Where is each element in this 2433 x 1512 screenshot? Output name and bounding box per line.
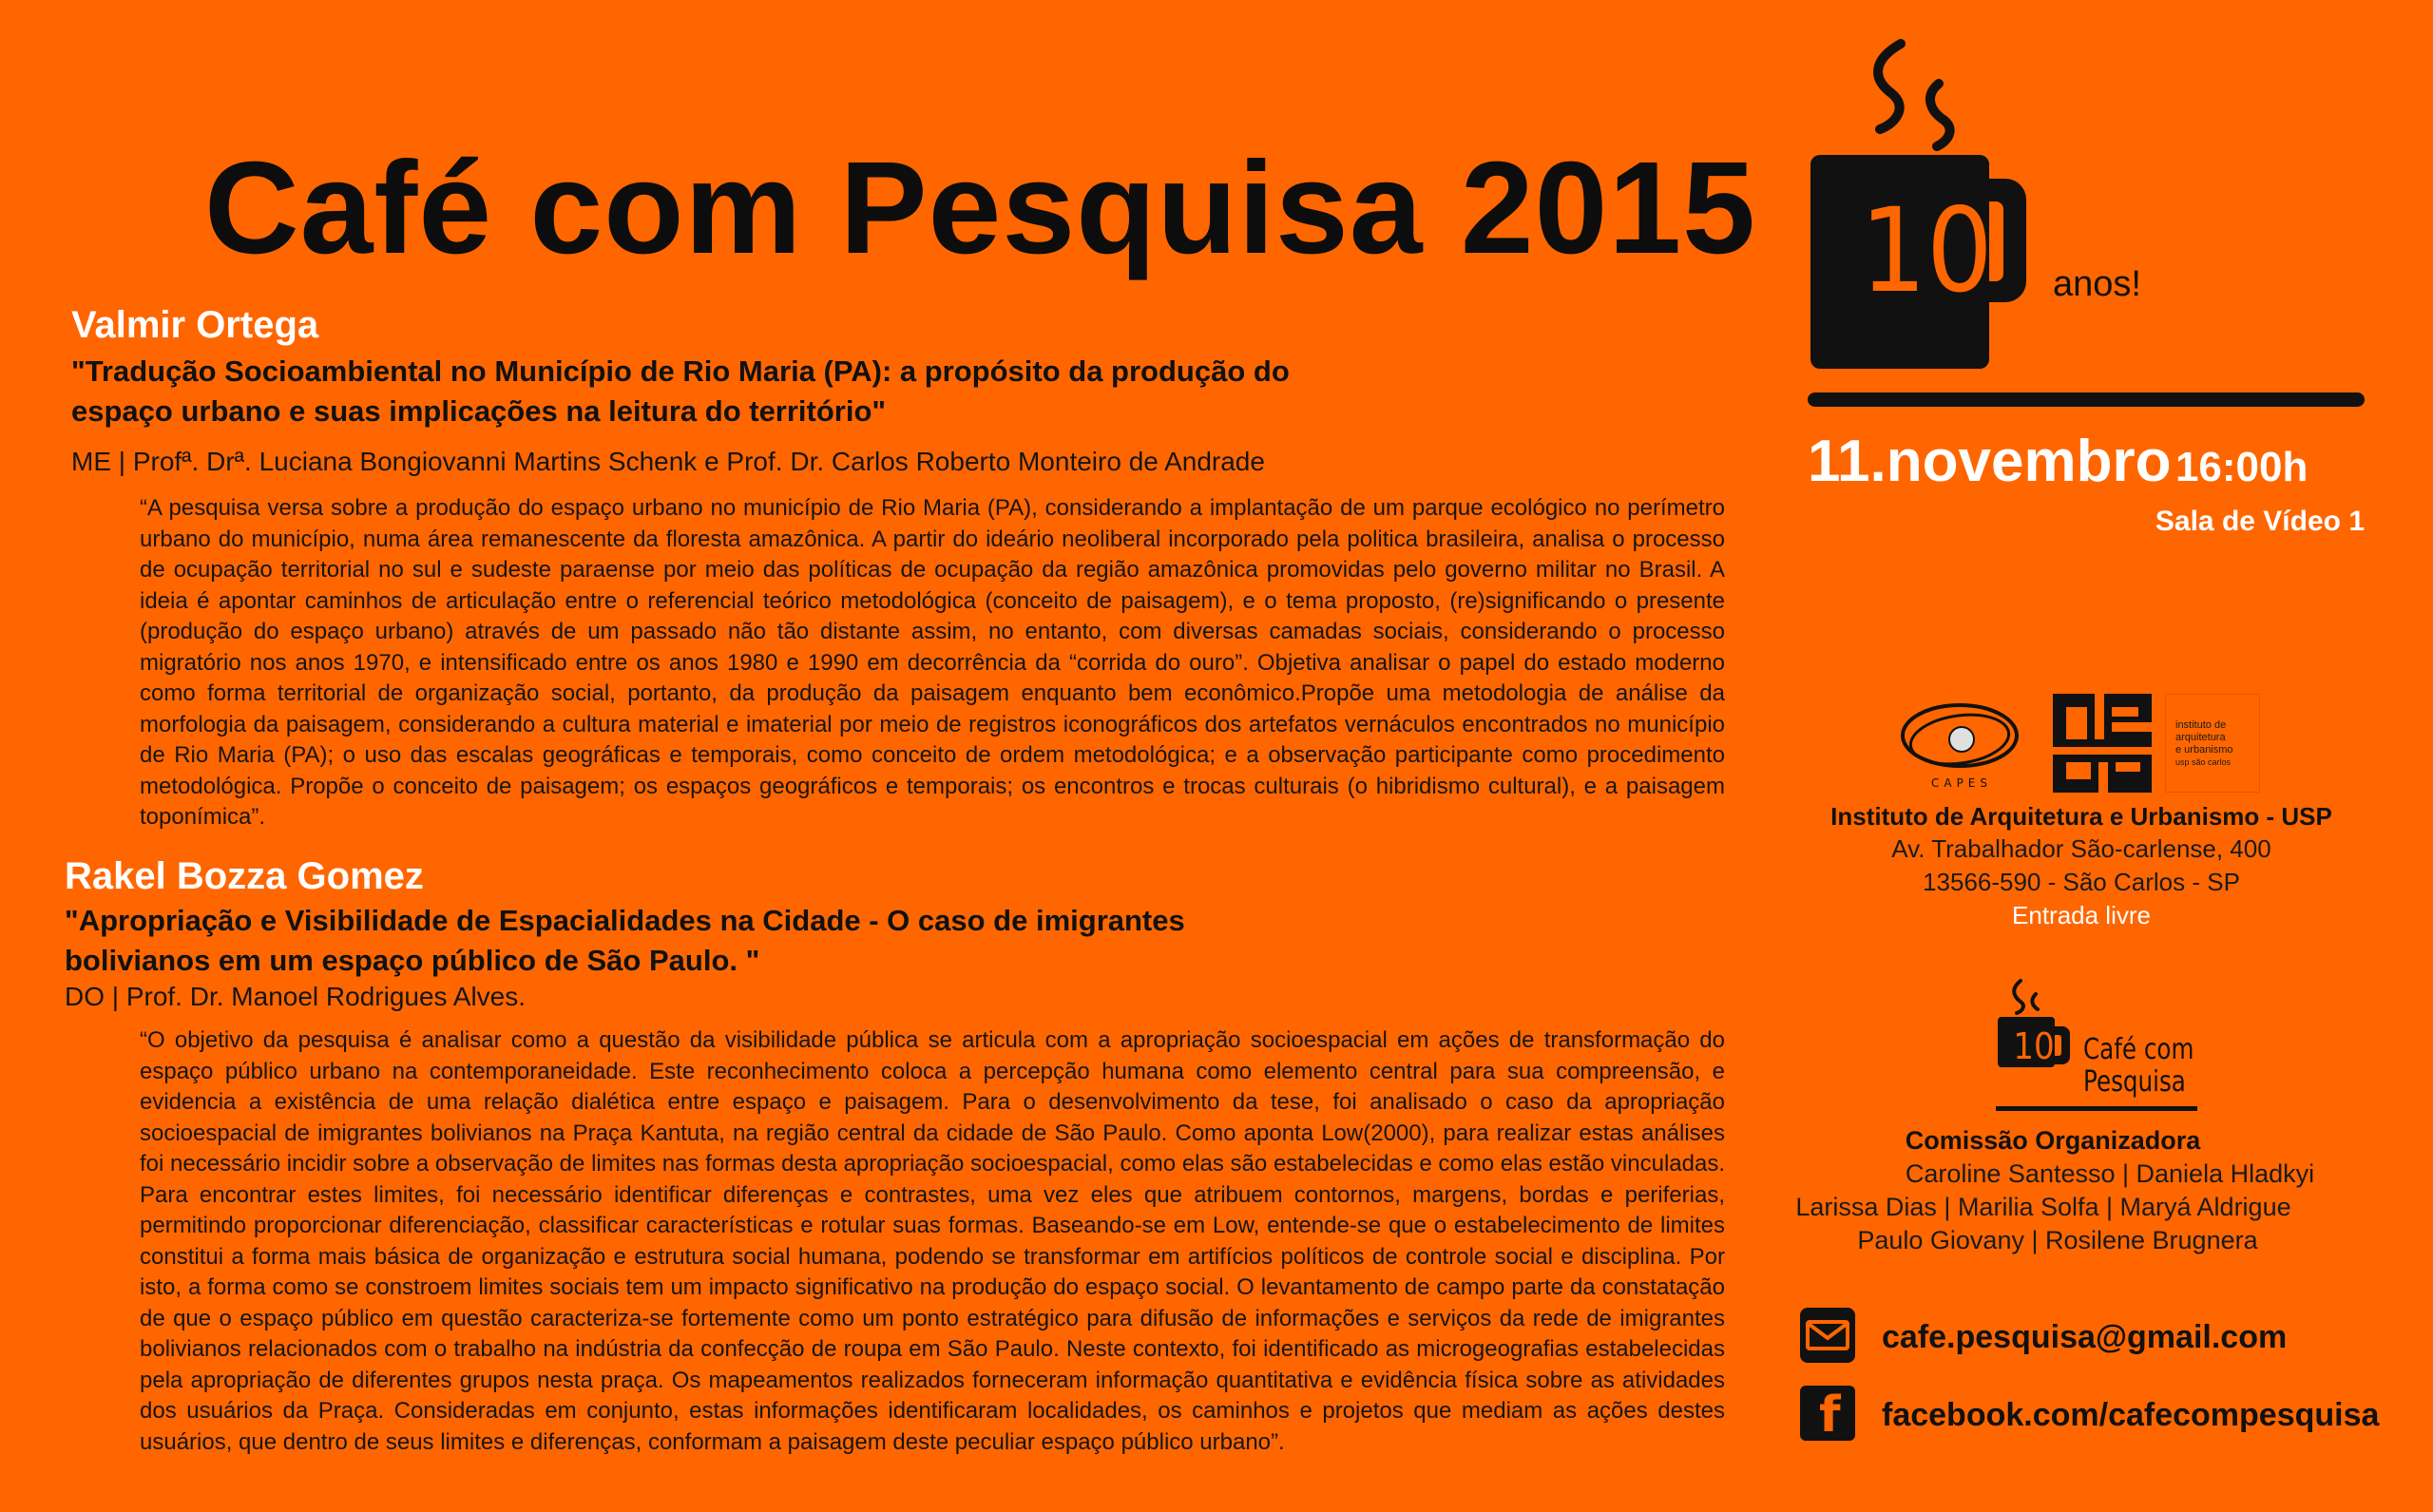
email-icon	[1800, 1308, 1855, 1363]
capes-label: CAPES	[1930, 776, 1993, 790]
capes-logo-icon	[1899, 686, 2026, 791]
email-link[interactable]: cafe.pesquisa@gmail.com	[1882, 1319, 2288, 1355]
iau-line: e urbanismo	[2175, 744, 2233, 756]
cafe-logo-cup-icon	[1994, 977, 2072, 1067]
cafe-logo-line2: Pesquisa	[2083, 1065, 2186, 1099]
talk-title-2-line1: "Apropriação e Visibilidade de Espacialidades na Cidade - O caso de imigrantes	[65, 904, 1185, 937]
event-date: 11.novembro	[1808, 429, 2172, 494]
venue-entry: Entrada livre	[2012, 901, 2151, 929]
talk-title-2	[65, 901, 1395, 981]
committee-block	[1787, 1124, 2433, 1257]
talk-title-1-line2: espaço urbano e suas implicações na leitura do território"	[71, 394, 887, 428]
committee-heading: Comissão Organizadora	[1905, 1126, 2201, 1155]
iau-line: arquitetura	[2175, 732, 2226, 743]
venue-address: Av. Trabalhador São-carlense, 400	[1891, 834, 2271, 863]
divider-bar	[1808, 392, 2365, 407]
speaker-name-1: Valmir Ortega	[71, 304, 319, 346]
page-title: Café com Pesquisa 2015	[204, 135, 1756, 281]
iau-text-logo	[2165, 694, 2260, 793]
event-room: Sala de Vídeo 1	[2155, 506, 2365, 537]
cafe-logo-text	[2083, 1034, 2194, 1099]
event-datetime	[1808, 428, 2308, 495]
committee-line: Larissa Dias | Marilia Solfa | Maryá Aldrigue	[1795, 1193, 2291, 1221]
facebook-glyph: f	[1819, 1387, 1841, 1444]
iau-line: usp são carlos	[2175, 757, 2232, 767]
speaker-name-2: Rakel Bozza Gomez	[65, 855, 424, 897]
talk-title-1	[71, 352, 1402, 431]
talk-title-2-line2: bolivianos em um espaço público de São Paulo. "	[65, 944, 760, 977]
cafe-logo-line1: Café com	[2083, 1033, 2194, 1066]
venue-name: Instituto de Arquitetura e Urbanismo - USP	[1830, 802, 2332, 831]
cafe-logo-number: 10	[2013, 1025, 2055, 1067]
advisor-2: DO | Prof. Dr. Manoel Rodrigues Alves.	[65, 982, 527, 1011]
cup-number: 10	[1860, 183, 1993, 318]
committee-line: Paulo Giovany | Rosilene Brugnera	[1857, 1226, 2258, 1254]
advisor-1: ME | Profª. Drª. Luciana Bongiovanni Martins Schenk e Prof. Dr. Carlos Roberto Monteiro de Andrade	[71, 447, 1265, 476]
venue-zip-city: 13566-590 - São Carlos - SP	[1923, 868, 2240, 896]
abstract-1: “A pesquisa versa sobre a produção do espaço urbano no município de Rio Maria (PA), considerando a implantação de um parque ecológico no perímetro urbano do município, numa área remanescente da floresta amazônica. A partir do ideário neoliberal incorporado pela politica brasileira, analisa o processo de ocupação territorial no sul e sudeste paraense por meio das políticas de ocupação da região amazônica promovidas pelo governo militar no Brasil. A ideia é apontar caminhos de articulação entre o referencial teórico metodológica (conceito de paisagem), e o tema proposto, (re)significando o presente (produção do espaço urbano) através de um passado não tão distante assim, no entanto, com diversas camadas sociais, considerando o processo migratório nos anos 1970, e intensificado entre os anos 1980 e 1990 em decorrência da “corrida do ouro”. Objetiva analisar o papel do estado moderno como forma territorial de organização social, portanto, da produção da paisagem enquanto bem econômico.Propõe uma metodologia de análise da morfologia da paisagem, considerando a cultura material e imaterial por meio de registros iconográficos dos artefatos vernáculos encontrados no município de Rio Maria (PA); o uso das escalas geográficas e temporais, como conceito de ordem metodológica; e a observação participante como procedimento metodológica. Propõe o conceito de paisagem; os espaços geográficos e temporais; os encontros e trocas culturais (o hibridismo cultural), e a paisagem toponímica”.	[140, 495, 1725, 830]
abstract-2: “O objetivo da pesquisa é analisar como a questão da visibilidade pública se articula com a apropriação socioespacial em ações de transformação do espaço público urbano na contemporaneidade. Este reconhecimento coloca a percepção humana como elemento central para sua compreensão, e evidencia a existência de uma relação dialética entre espaço e paisagem. Para o desenvolvimento da tese, foi analisado o caso da apropriação socioespacial de imigrantes bolivianos na Praça Kantuta, na região central da cidade de São Paulo. Como aponta Low(2000), para realizar estas análises foi necessário incidir sobre a observação de limites nas formas desta apropriação socioespacial, como elas são estabelecidas e como elas estão vinculadas. Para encontrar estes limites, foi necessário identificar diferenças e contrastes, uma vez eles que atribuem contornos, margens, bordas e periferias, permitindo proporcionar diferenciação, classificar características e rotular suas formas. Baseando-se em Low, entende-se que o estabelecimento de limites constitui a forma mais básica de organização e estrutura social humana, podendo se transformar em artifícios políticos de controle social e disciplina. Por isto, a forma como se constroem limites sociais tem um impacto significativo na produção do espaço social. O levantamento de campo parte da constatação de que o espaço público em questão caracteriza-se fortemente como um ponto estratégico para difusão de informações e serviços da rede de imigrantes bolivianos relacionados com o trabalho na indústria da confecção de roupa em São Paulo. Neste contexto, foi identificado as microgeografias estabelecidas pela apropriação de diferentes grupos nesta praça. Os mapeamentos realizados forneceram informação quantitativa e evidência física sobre as atividades dos usuários da Praça. Consideradas em conjunto, estas informações identificaram localidades, os caminhos e projetos que mediam as ações destes usuários, que dentro de seus limites e diferenças, conformam a paisagem deste peculiar espaço público urbano”.	[140, 1027, 1725, 1455]
anos-label: anos!	[2053, 264, 2141, 304]
talk-title-1-line1: "Tradução Socioambiental no Município de Rio Maria (PA): a propósito da produção do	[71, 354, 1290, 388]
cafe-logo-underline	[1996, 1106, 2197, 1111]
iau-line: instituto de	[2175, 719, 2227, 731]
venue-block	[1787, 800, 2376, 932]
coffee-cup-icon	[1806, 36, 2034, 369]
facebook-link[interactable]: facebook.com/cafecompesquisa	[1882, 1397, 2380, 1433]
event-time: 16:00h	[2174, 444, 2308, 490]
iau-mark-icon	[2053, 694, 2152, 793]
committee-line: Caroline Santesso | Daniela Hladkyi	[1905, 1159, 2315, 1188]
facebook-icon	[1800, 1386, 1855, 1444]
